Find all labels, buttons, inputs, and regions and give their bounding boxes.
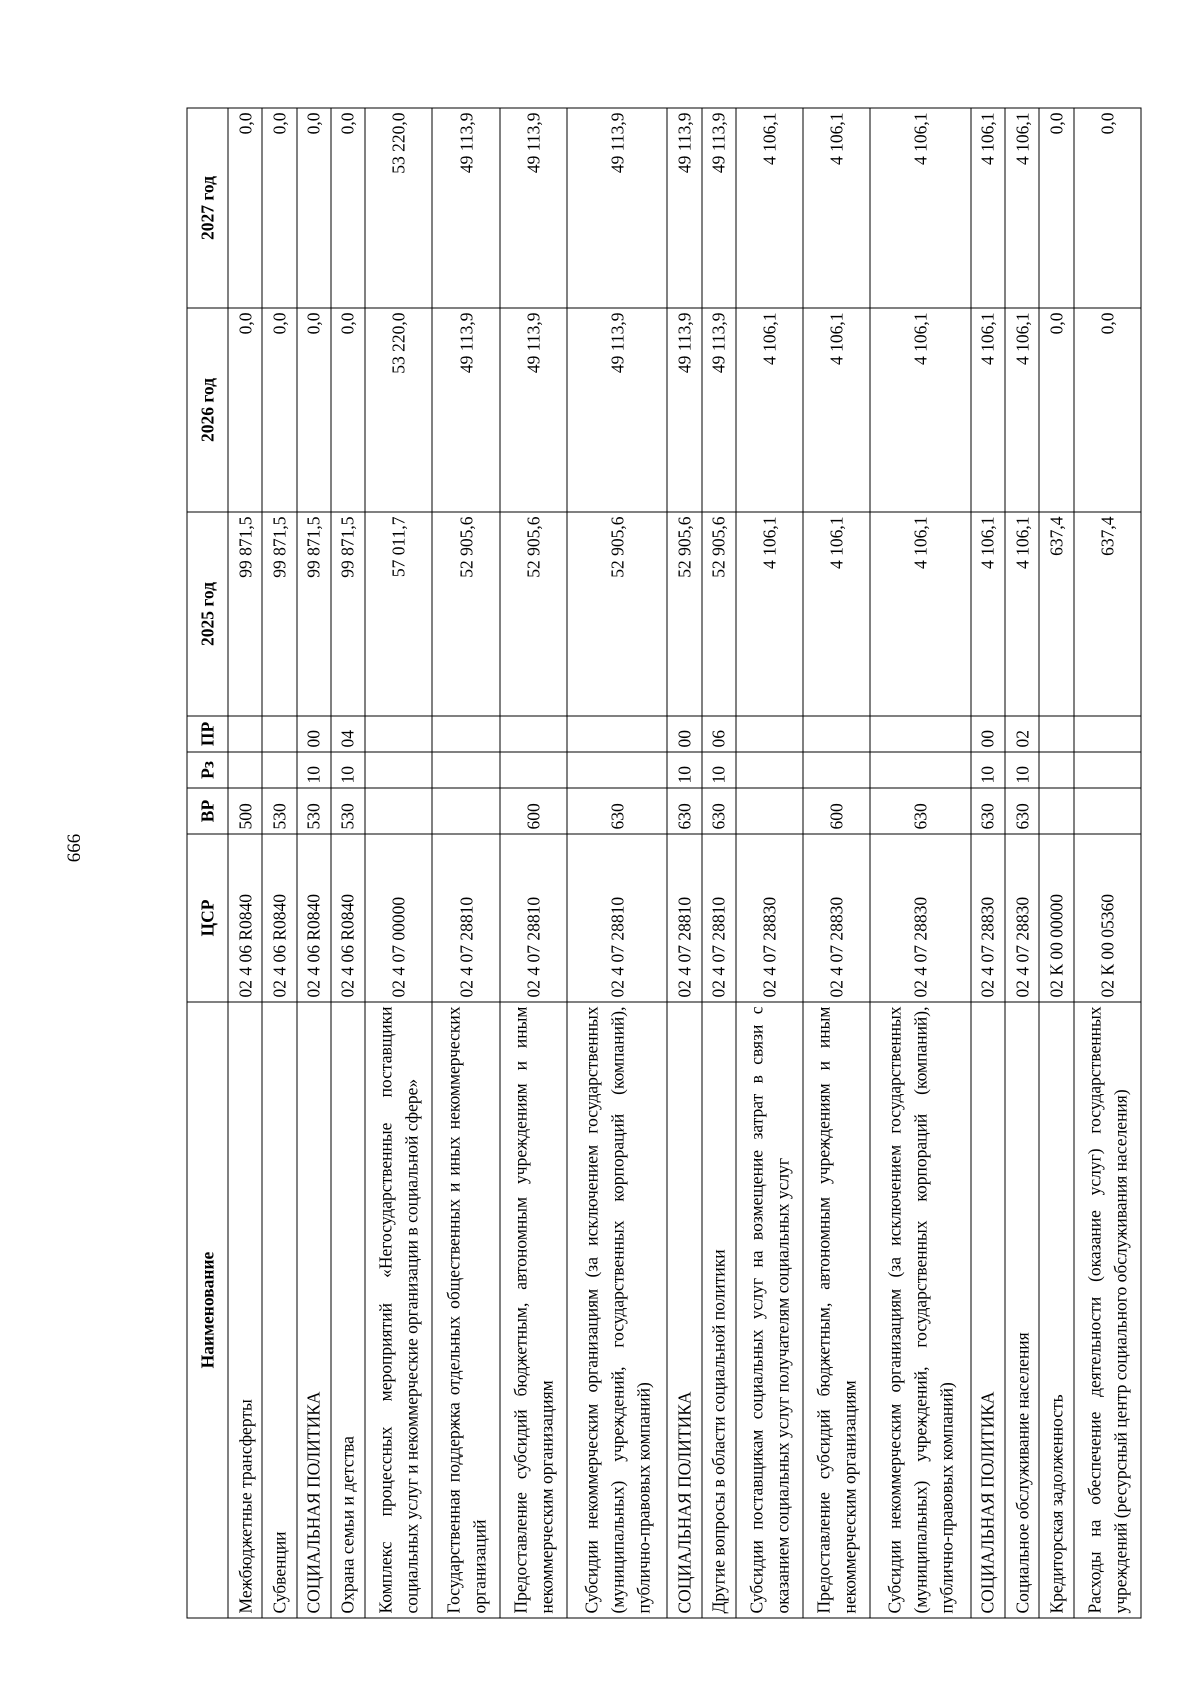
cell-vr: 530 <box>297 788 331 834</box>
cell-2025: 52 905,6 <box>567 512 667 716</box>
cell-pr: 04 <box>331 716 365 752</box>
cell-csr: 02 4 07 28810 <box>702 834 736 1002</box>
cell-2026: 0,0 <box>297 308 331 512</box>
header-2025: 2025 год <box>187 512 228 716</box>
cell-2027: 49 113,9 <box>702 108 736 308</box>
cell-name: Расходы на обеспечение деятельности (оказание услуг) государственных учреждений (ресурсный центр социального обслуживания населения) <box>1074 1002 1141 1618</box>
cell-rz <box>567 752 667 788</box>
cell-2027: 4 106,1 <box>736 108 803 308</box>
cell-2027: 0,0 <box>331 108 365 308</box>
cell-2027: 0,0 <box>297 108 331 308</box>
cell-2027: 49 113,9 <box>567 108 667 308</box>
cell-rz: 10 <box>667 752 701 788</box>
cell-2025: 52 905,6 <box>702 512 736 716</box>
cell-pr <box>803 716 870 752</box>
cell-2025: 57 011,7 <box>365 512 432 716</box>
cell-2027: 4 106,1 <box>870 108 970 308</box>
cell-2025: 99 871,5 <box>228 512 262 716</box>
cell-vr: 500 <box>228 788 262 834</box>
cell-2025: 637,4 <box>1039 512 1073 716</box>
cell-vr: 600 <box>500 788 567 834</box>
cell-pr <box>228 716 262 752</box>
cell-vr: 600 <box>803 788 870 834</box>
cell-pr <box>567 716 667 752</box>
cell-name: Субсидии некоммерческим организациям (за исключением государственных (муниципальных) учреждений, государственных корпораций (компаний), публично-правовых компаний) <box>567 1002 667 1618</box>
cell-rz <box>432 752 499 788</box>
header-name: Наименование <box>187 1002 228 1618</box>
cell-vr <box>1074 788 1141 834</box>
cell-name: Предоставление субсидий бюджетным, автономным учреждениям и иным некоммерческим организациям <box>803 1002 870 1618</box>
cell-rz <box>262 752 296 788</box>
cell-2026: 4 106,1 <box>870 308 970 512</box>
cell-rz <box>500 752 567 788</box>
cell-2025: 4 106,1 <box>870 512 970 716</box>
cell-pr <box>432 716 499 752</box>
cell-csr: 02 4 06 R0840 <box>297 834 331 1002</box>
table-row <box>971 108 1005 1618</box>
cell-pr <box>870 716 970 752</box>
cell-pr: 00 <box>297 716 331 752</box>
cell-vr: 630 <box>870 788 970 834</box>
cell-2026: 49 113,9 <box>567 308 667 512</box>
cell-csr: 02 4 07 28810 <box>432 834 499 1002</box>
cell-2027: 0,0 <box>1039 108 1073 308</box>
table-row <box>262 108 296 1618</box>
cell-2026: 4 106,1 <box>803 308 870 512</box>
cell-2026: 49 113,9 <box>432 308 499 512</box>
cell-2026: 0,0 <box>1039 308 1073 512</box>
table-row <box>702 108 736 1618</box>
cell-pr: 02 <box>1005 716 1039 752</box>
table-row <box>365 108 432 1618</box>
cell-2025: 4 106,1 <box>736 512 803 716</box>
cell-2025: 99 871,5 <box>297 512 331 716</box>
cell-rz: 10 <box>971 752 1005 788</box>
cell-2025: 99 871,5 <box>331 512 365 716</box>
table-row <box>567 108 667 1618</box>
table-row <box>297 108 331 1618</box>
cell-2026: 0,0 <box>1074 308 1141 512</box>
cell-2025: 52 905,6 <box>667 512 701 716</box>
cell-name: Межбюджетные трансферты <box>228 1002 262 1618</box>
cell-rz <box>736 752 803 788</box>
cell-pr <box>365 716 432 752</box>
cell-2027: 0,0 <box>228 108 262 308</box>
cell-pr: 06 <box>702 716 736 752</box>
cell-2025: 4 106,1 <box>971 512 1005 716</box>
cell-name: Субсидии некоммерческим организациям (за исключением государственных (муниципальных) учреждений, государственных корпораций (компаний), публично-правовых компаний) <box>870 1002 970 1618</box>
table-row <box>667 108 701 1618</box>
header-row <box>187 108 228 1618</box>
cell-2026: 53 220,0 <box>365 308 432 512</box>
cell-name: Субвенции <box>262 1002 296 1618</box>
cell-rz <box>870 752 970 788</box>
cell-2027: 4 106,1 <box>971 108 1005 308</box>
cell-vr: 530 <box>331 788 365 834</box>
cell-rz: 10 <box>702 752 736 788</box>
budget-table <box>187 108 1142 1619</box>
cell-csr: 02 К 00 05360 <box>1074 834 1141 1002</box>
rotated-page-content <box>187 109 1142 1619</box>
cell-2026: 4 106,1 <box>1005 308 1039 512</box>
cell-pr <box>1039 716 1073 752</box>
header-rz: Рз <box>187 752 228 788</box>
cell-2025: 4 106,1 <box>1005 512 1039 716</box>
cell-csr: 02 4 07 28830 <box>1005 834 1039 1002</box>
table-row <box>500 108 567 1618</box>
cell-csr: 02 К 00 00000 <box>1039 834 1073 1002</box>
table-row <box>736 108 803 1618</box>
cell-csr: 02 4 07 28830 <box>803 834 870 1002</box>
header-pr: ПР <box>187 716 228 752</box>
table-row <box>1039 108 1073 1618</box>
cell-pr <box>736 716 803 752</box>
cell-2026: 0,0 <box>331 308 365 512</box>
cell-2027: 4 106,1 <box>1005 108 1039 308</box>
cell-rz <box>1074 752 1141 788</box>
cell-csr: 02 4 07 28830 <box>971 834 1005 1002</box>
cell-2027: 0,0 <box>262 108 296 308</box>
cell-2026: 4 106,1 <box>971 308 1005 512</box>
cell-csr: 02 4 07 28830 <box>870 834 970 1002</box>
cell-name: Комплекс процессных мероприятий «Негосударственные поставщики социальных услуг и некоммерческие организации в социальной сфере» <box>365 1002 432 1618</box>
cell-vr: 630 <box>567 788 667 834</box>
cell-name: Охрана семьи и детства <box>331 1002 365 1618</box>
cell-rz <box>1039 752 1073 788</box>
cell-csr: 02 4 07 28810 <box>567 834 667 1002</box>
cell-2025: 52 905,6 <box>432 512 499 716</box>
cell-2027: 49 113,9 <box>432 108 499 308</box>
cell-vr <box>736 788 803 834</box>
table-row <box>432 108 499 1618</box>
cell-vr: 630 <box>971 788 1005 834</box>
table-row <box>331 108 365 1618</box>
cell-vr <box>365 788 432 834</box>
cell-csr: 02 4 07 28810 <box>667 834 701 1002</box>
header-2026: 2026 год <box>187 308 228 512</box>
cell-name: СОЦИАЛЬНАЯ ПОЛИТИКА <box>667 1002 701 1618</box>
cell-2026: 0,0 <box>228 308 262 512</box>
cell-pr <box>500 716 567 752</box>
cell-2025: 99 871,5 <box>262 512 296 716</box>
cell-2026: 49 113,9 <box>667 308 701 512</box>
cell-pr <box>1074 716 1141 752</box>
cell-2027: 4 106,1 <box>803 108 870 308</box>
cell-rz: 10 <box>1005 752 1039 788</box>
cell-rz: 10 <box>331 752 365 788</box>
cell-name: Государственная поддержка отдельных общественных и иных некоммерческих организаций <box>432 1002 499 1618</box>
cell-csr: 02 4 06 R0840 <box>331 834 365 1002</box>
cell-2025: 637,4 <box>1074 512 1141 716</box>
cell-2027: 49 113,9 <box>667 108 701 308</box>
cell-name: СОЦИАЛЬНАЯ ПОЛИТИКА <box>297 1002 331 1618</box>
cell-vr: 630 <box>667 788 701 834</box>
cell-2026: 4 106,1 <box>736 308 803 512</box>
header-2027: 2027 год <box>187 108 228 308</box>
cell-rz <box>803 752 870 788</box>
cell-rz <box>228 752 262 788</box>
cell-2027: 49 113,9 <box>500 108 567 308</box>
cell-vr <box>432 788 499 834</box>
cell-2026: 49 113,9 <box>500 308 567 512</box>
cell-csr: 02 4 07 28810 <box>500 834 567 1002</box>
table-row <box>1074 108 1141 1618</box>
cell-name: Социальное обслуживание населения <box>1005 1002 1039 1618</box>
cell-pr <box>262 716 296 752</box>
cell-2026: 0,0 <box>262 308 296 512</box>
cell-vr: 630 <box>702 788 736 834</box>
cell-rz: 10 <box>297 752 331 788</box>
cell-vr <box>1039 788 1073 834</box>
cell-csr: 02 4 06 R0840 <box>228 834 262 1002</box>
table-row <box>803 108 870 1618</box>
table-row <box>1005 108 1039 1618</box>
cell-2025: 4 106,1 <box>803 512 870 716</box>
cell-csr: 02 4 06 R0840 <box>262 834 296 1002</box>
page-number: 666 <box>64 833 85 863</box>
cell-2025: 52 905,6 <box>500 512 567 716</box>
table-row <box>870 108 970 1618</box>
cell-vr: 530 <box>262 788 296 834</box>
header-vr: ВР <box>187 788 228 834</box>
cell-2026: 49 113,9 <box>702 308 736 512</box>
cell-pr: 00 <box>667 716 701 752</box>
cell-2027: 53 220,0 <box>365 108 432 308</box>
cell-name: Предоставление субсидий бюджетным, автономным учреждениям и иным некоммерческим организациям <box>500 1002 567 1618</box>
cell-name: Субсидии поставщикам социальных услуг на возмещение затрат в связи с оказанием социальных услуг получателям социальных услуг <box>736 1002 803 1618</box>
cell-vr: 630 <box>1005 788 1039 834</box>
cell-2027: 0,0 <box>1074 108 1141 308</box>
cell-csr: 02 4 07 28830 <box>736 834 803 1002</box>
cell-name: Кредиторская задолженность <box>1039 1002 1073 1618</box>
header-csr: ЦСР <box>187 834 228 1002</box>
cell-csr: 02 4 07 00000 <box>365 834 432 1002</box>
cell-pr: 00 <box>971 716 1005 752</box>
cell-name: СОЦИАЛЬНАЯ ПОЛИТИКА <box>971 1002 1005 1618</box>
cell-rz <box>365 752 432 788</box>
table-row <box>228 108 262 1618</box>
cell-name: Другие вопросы в области социальной политики <box>702 1002 736 1618</box>
